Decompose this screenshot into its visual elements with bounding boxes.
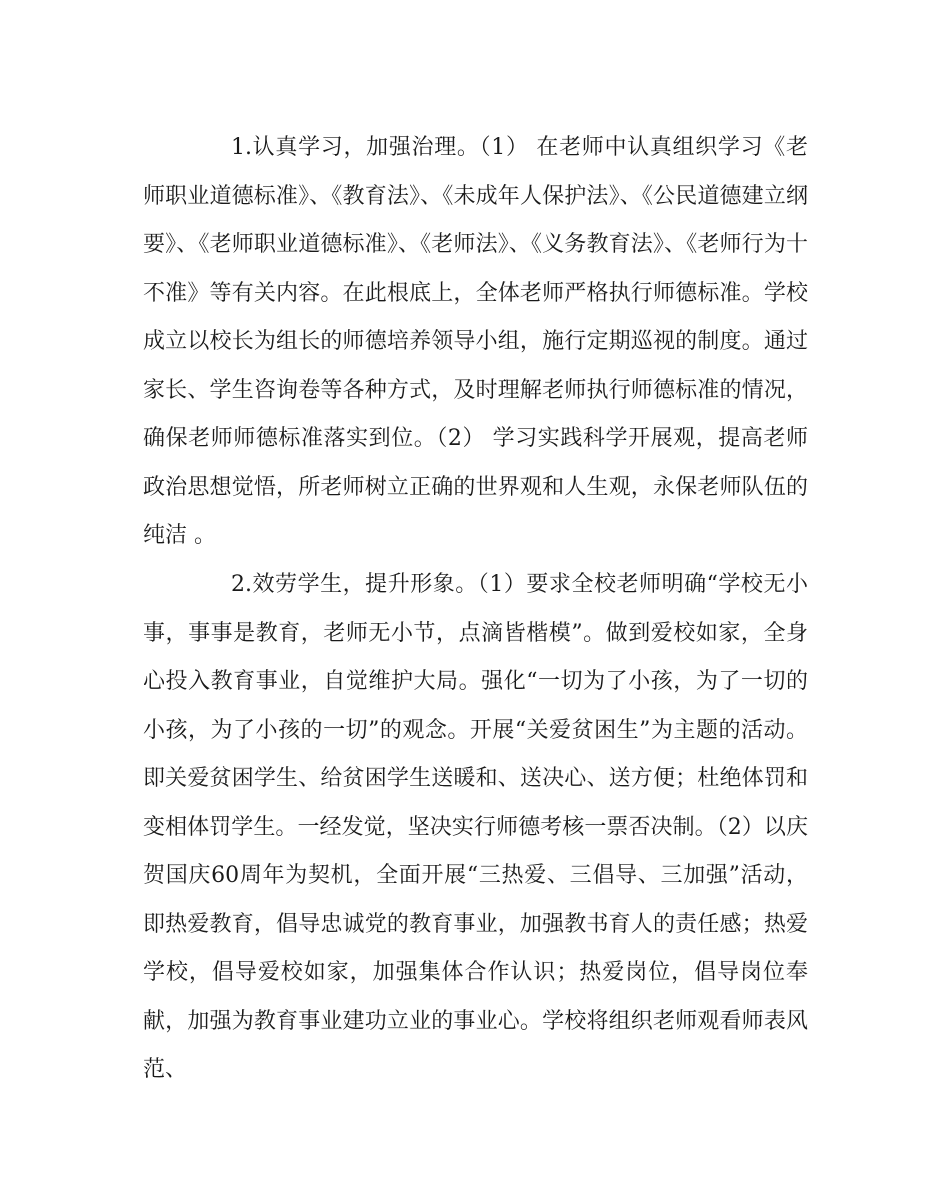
paragraph-teacher-study: 1.认真学习，加强治理。（1） 在老师中认真组织学习《老师职业道德标准》、《教育法》、《未成年人保护法》、《公民道德建立纲要》、《老师职业道德标准》、《老师法》、《义务教育法》、《老师行为十不准》等有关内容。在此根底上，全体老师严格执行师德标准。学校成立以校长为组长的师德培养领导小组，施行定期巡视的制度。通过家长、学生咨询卷等各种方式，及时理解老师执行师德标准的情况，确保老师师德标准落实到位。（2） 学习实践科学开展观，提高老师政治思想觉悟，所老师树立正确的世界观和人生观，永保老师队伍的纯洁 。 bbox=[143, 135, 808, 548]
paragraph-serve-students: 2.效劳学生，提升形象。（1）要求全校老师明确“学校无小事，事事是教育，老师无小节，点滴皆楷模”。做到爱校如家，全身心投入教育事业，自觉维护大局。强化“一切为了小孩，为了一切的小孩，为了小孩的一切”的观念。开展“关爱贫困生”为主题的活动。即关爱贫困学生、给贫困学生送暖和、送决心、送方便；杜绝体罚和变相体罚学生。一经发觉，坚决实行师德考核一票否决制。（2）以庆贺国庆60周年为契机，全面开展“三热爱、三倡导、三加强”活动，即热爱教育，倡导忠诚党的教育事业，加强教书育人的责任感；热爱学校，倡导爱校如家，加强集体合作认识；热爱岗位，倡导岗位奉献，加强为教育事业建功立业的事业心。学校将组织老师观看师表风范、 bbox=[143, 572, 808, 1082]
